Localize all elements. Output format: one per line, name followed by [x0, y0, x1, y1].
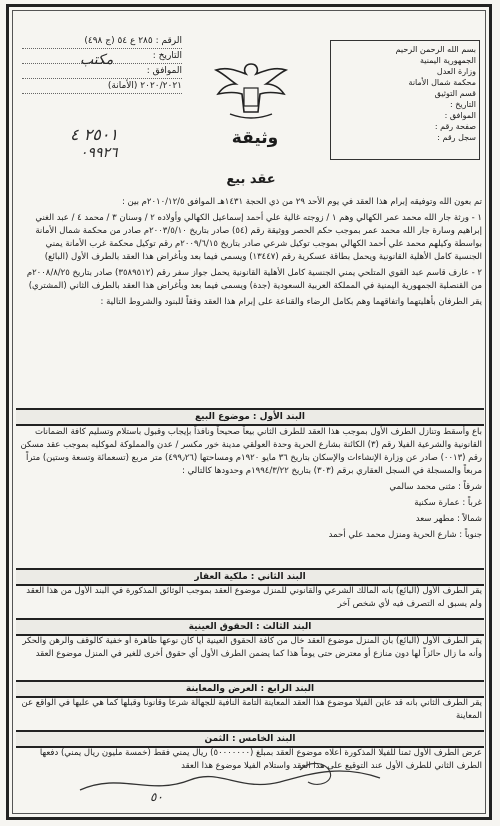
- boundary-line: جنوباً : شارع الحرية ومنزل محمد علي أحمد: [328, 530, 482, 540]
- stamp-line: بسم الله الرحمن الرحيم: [395, 45, 476, 54]
- agreement-paragraph: يقر الطرفان بأهليتهما واتفاقهما وهم بكامل الرضاء والقناعة على إبرام هذا العقد وفقاً للبنود والشروط التالية :: [100, 297, 482, 307]
- section-body: [20, 697, 482, 726]
- handwritten-number: ٢٥٠١ ٤: [70, 125, 119, 144]
- section-text: عرض الطرف الأول ثمناً للفيلا المذكورة أعلاه موضوع العقد بمبلغ (٥٠٠٠٠٠٠٠) ريال يمني فقط (خمسة مليون ريال يمني) دفعها الطرف الثاني للطرف الأول عند التوقيع على هذا العقد واستلام الفيلا موضوع هذا العقد: [39, 748, 482, 771]
- stamp-line: الموافق :: [444, 111, 476, 120]
- header-stamp-box: [330, 40, 480, 160]
- section-title: البند الثاني : ملكية العقار: [16, 568, 484, 586]
- header-left-line: التاريخ :: [22, 49, 182, 64]
- section-title: البند الخامس : الثمن: [16, 730, 484, 748]
- stamp-line: محكمة شمال الأمانة: [408, 78, 476, 87]
- stamp-line: صفحة رقم :: [434, 122, 476, 131]
- section-text: يقر الطرف الثاني بأنه قد عاين الفيلا موضوع هذا العقد المعاينة التامة النافية للجهالة شرعاً وقانوناً وقبلها كما هي عليها في الواقع عن المعاينة: [21, 698, 482, 721]
- section-body: [20, 585, 482, 614]
- header-left-line: ٢٠٢٠/٢٠٢١ (الأمانة): [22, 79, 182, 94]
- section-body: [20, 426, 482, 545]
- section-title: البند الأول : موضوع البيع: [16, 408, 484, 426]
- stamp-line: الجمهورية اليمنية: [419, 56, 476, 65]
- handwritten-note: مكتب: [80, 52, 114, 68]
- section-text: يقر الطرف الأول (البائع) بأنه المالك الشرعي والقانوني للمنزل موضوع العقد بموجب الوثائق المذكورة في البند الأول من هذا العقد ولم يسبق له التصرف فيه لأي شخص آخر: [26, 586, 482, 609]
- handwritten-number: ٠٩٩٢٦: [80, 145, 118, 161]
- stamp-line: التاريخ :: [449, 100, 476, 109]
- header-left-line: الرقم : ٢٨٥ ع ٥٤ (ج ٤٩٨): [22, 34, 182, 49]
- boundary-line: غرباً : عمارة سكنية: [414, 498, 482, 508]
- stamp-line: سجل رقم :: [437, 133, 476, 142]
- intro-line: تم بعون الله وتوفيقه إبرام هذا العقد في يوم الأحد ٢٩ من ذي الحجة ١٤٣١هـ الموافق ٢٠١٠/١٢/٥م بين :: [121, 197, 482, 207]
- yemen-eagle-emblem-icon: [210, 58, 292, 122]
- party-two-paragraph: ٢ - عارف قاسم عبد القوي المتلحي يمني الجنسية كامل الأهلية القانونية يحمل جواز سفر رقم (٣٥٨٩٥١٢) صادر بتاريخ ٢٠٠٨/٨/٢٥م من القنصلية الجمهورية اليمنية في المملكة العربية السعودية (جدة) ويسمى فيما بعد وبأغراض هذا العقد بالطرف الثاني (المشتري): [26, 268, 482, 291]
- boundary-line: شمالاً : مطهر سعد: [415, 514, 482, 524]
- section-text: باع وأسقط وتنازل الطرف الأول بموجب هذا العقد للطرف الثاني بيعاً صحيحاً ونافذاً بإيجاب وقبول باستلام وتسليم كافة الضمانات القانونية والشرعية الفيلا رقم (٣) الكائنة بشارع الحرية وحدة العولقي مدينة خور مكسر / عدن والمملوكة لموكليه بموجب عقد مسكن رقم (٠٠١٣) صادر عن وزارة الإنشاءات والإسكان بتاريخ ٣٦ مايو ١٩٢٠م ومساحتها (٤٩٩٫٢٦) متر مربع (تسعمائة وتسعة وستين) متراً مربعاً والمسجلة في السجل العقاري برقم (٣٠٣) بتاريخ ١٩٩٤/٣/٢٢م وحدودها كالتالي :: [20, 427, 482, 476]
- section-body: [20, 635, 482, 664]
- section-title: البند الثالث : الحقوق العينية: [16, 618, 484, 636]
- contract-intro-block: [20, 196, 482, 312]
- header-left-line: الموافق :: [22, 64, 182, 79]
- boundary-line: شرقاً : مثنى محمد سالمي: [389, 482, 482, 492]
- stamp-line: وزارة العدل: [436, 67, 476, 76]
- handwritten-mark: ٥٠: [150, 790, 163, 804]
- document-title: وثيقة: [231, 128, 279, 148]
- section-text: يقر الطرف الأول (البائع) بأن المنزل موضوع العقد خال من كافة الحقوق العينية أياً كان نوعها ظاهرة أو خفية كالوقف والرهن والحكر وأنه ما زال حائزاً لها دون منازع أو معترض حتى يوماً هذا كما يضمن الطرف الأول أي حقوق أخرى للغير في المنزل موضوع العقد: [22, 636, 482, 659]
- party-one-paragraph: ١ - ورثة جار الله محمد عمر الكهالي وهم ١ / زوجته غالية علي أحمد إسماعيل الكهالي وأولاده ٢ / وسنان ٣ / محمد ٤ / عبد الغني إبراهيم وسارة جار الله محمد عمر بموجب حكم الحصر ووثيقة رقم (٥٤) صادر بتاريخ ٢٠٠٣/٥/١٠م صادر من محكمة شمال الأمانة بواسطة وكيلهم محمد علي أحمد الكهالي بموجب توكيل شرعي صادر بتاريخ ٢٠٠٩/٦/١٥م رقم توكيل محكمة غرب الأمانة يمني الجنسية كامل الأهلية القانونية ويحمل بطاقة عسكرية رقم (١٣٤٤٧) ويسمى فيما بعد وبأغراض هذا العقد بالطرف الأول (البائع): [35, 213, 482, 262]
- handwritten-signature-icon: [60, 752, 440, 802]
- section-title: البند الرابع : العرض والمعاينة: [16, 680, 484, 698]
- contract-title: عقد بيع: [226, 172, 276, 187]
- stamp-line: قسم التوثيق: [434, 89, 476, 98]
